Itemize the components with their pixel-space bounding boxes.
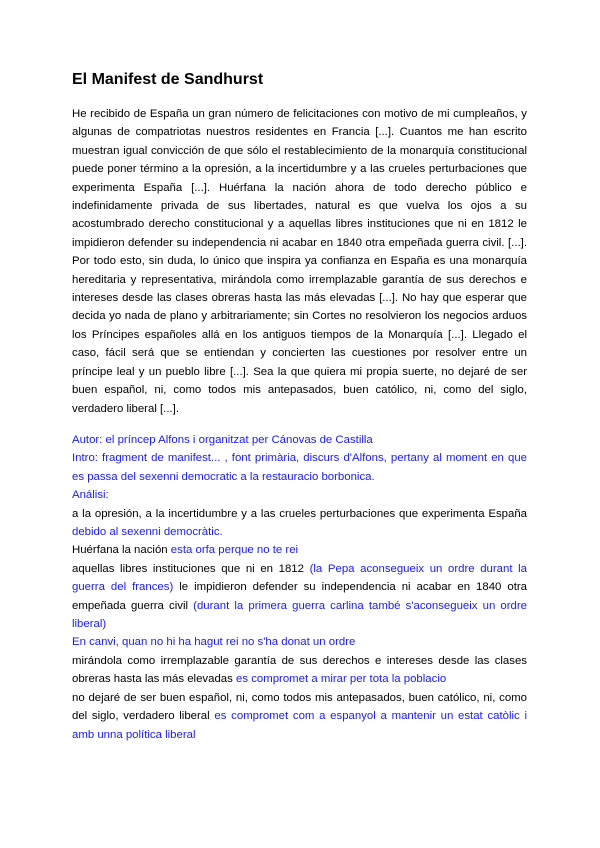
annotation-comment: es compromet a mirar per tota la poblacio	[236, 673, 447, 686]
document-title: El Manifest de Sandhurst	[72, 71, 264, 88]
analysis-item-1	[72, 505, 527, 542]
analysis-item-5	[72, 652, 527, 689]
quote-fragment: Huérfana la nación	[72, 544, 168, 557]
annotation-comment: debido al sexenni democràtic.	[72, 526, 223, 539]
intro-note: Intro: fragment de manifest... , font primària, discurs d'Alfons, pertany al moment en que es passa del sexenni democratic a la restauracio borbonica.	[72, 452, 527, 483]
analysis-item-3	[72, 560, 527, 634]
quote-fragment: aquellas libres instituciones que ni en 1812	[72, 562, 304, 575]
quote-fragment: a la opresión, a la incertidumbre y a las crueles perturbaciones que experimenta España	[72, 507, 527, 520]
analysis-item-4: En canvi, quan no hi ha hagut rei no s'ha donat un ordre	[72, 636, 356, 649]
manifesto-quote: He recibido de España un gran número de felicitaciones con motivo de mi cumpleaños, y algunas de compatriotas nuestros residentes en Francia [...]. Cuantos me han escrito muestran igual convicción de que sólo el restablecimiento de la monarquía constitucional puede poner término a la opresión, a la incertidumbre y a las crueles perturbaciones que experimenta España [...]. Huérfana la nación ahora de todo derecho público e indefinidamente privada de sus libertades, natural es que vuelva los ojos a su acostumbrado derecho constitucional y a aquellas libres instituciones que ni en 1812 le impidieron defender su independencia ni acabar en 1840 otra empeñada guerra civil. [...]. Por todo esto, sin duda, lo único que inspira ya confianza en España es una monarquía hereditaria y representativa, mirándola como irremplazable garantía de sus derechos e intereses desde las clases obreras hasta las más elevadas [...]. No hay que esperar que decida yo nada de plano y arbitrariamente; sin Cortes no resolvieron los negocios arduos los Príncipes españoles allá en los antiguos tiempos de la Monarquía [...]. Llegado el caso, fácil será que se entiendan y concierten las cuestiones por resolver entre un príncipe leal y un pueblo libre [...]. Sea la que quiera mi propia suerte, no dejaré de ser buen español, ni, como todos mis antepasados, buen católico, ni, como del siglo, verdadero liberal [...].	[72, 108, 527, 415]
annotation-comment: esta orfa perque no te rei	[170, 544, 299, 557]
annotation-comment: es compromet com a espanyol a mantenir un estat catòlic i amb unna política liberal	[72, 710, 527, 741]
quote-fragment: no dejaré de ser buen español, ni, como todos mis antepasados, buen católico, ni, como del siglo, verdadero liberal	[72, 691, 527, 723]
annotation-comment: (la Pepa aconsegueix un ordre durant la guerra del frances)	[72, 562, 528, 594]
annotation-comment: (durant la primera guerra carlina també s'aconsegueix un ordre liberal)	[72, 599, 527, 631]
analysis-item-2	[72, 541, 527, 559]
quote-fragment: le impidieron defender su independencia ni acabar en 1840 otra empeñada guerra civil	[72, 581, 527, 612]
quote-fragment: mirándola como irremplazable garantía de sus derechos e intereses desde las clases obreras hasta las más elevadas	[72, 654, 527, 686]
analysis-label: Análisi:	[72, 489, 109, 502]
author-note: Autor: el príncep Alfons i organitzat per Cánovas de Castilla	[72, 434, 373, 446]
analysis-section	[72, 431, 527, 744]
analysis-item-6	[72, 689, 527, 744]
